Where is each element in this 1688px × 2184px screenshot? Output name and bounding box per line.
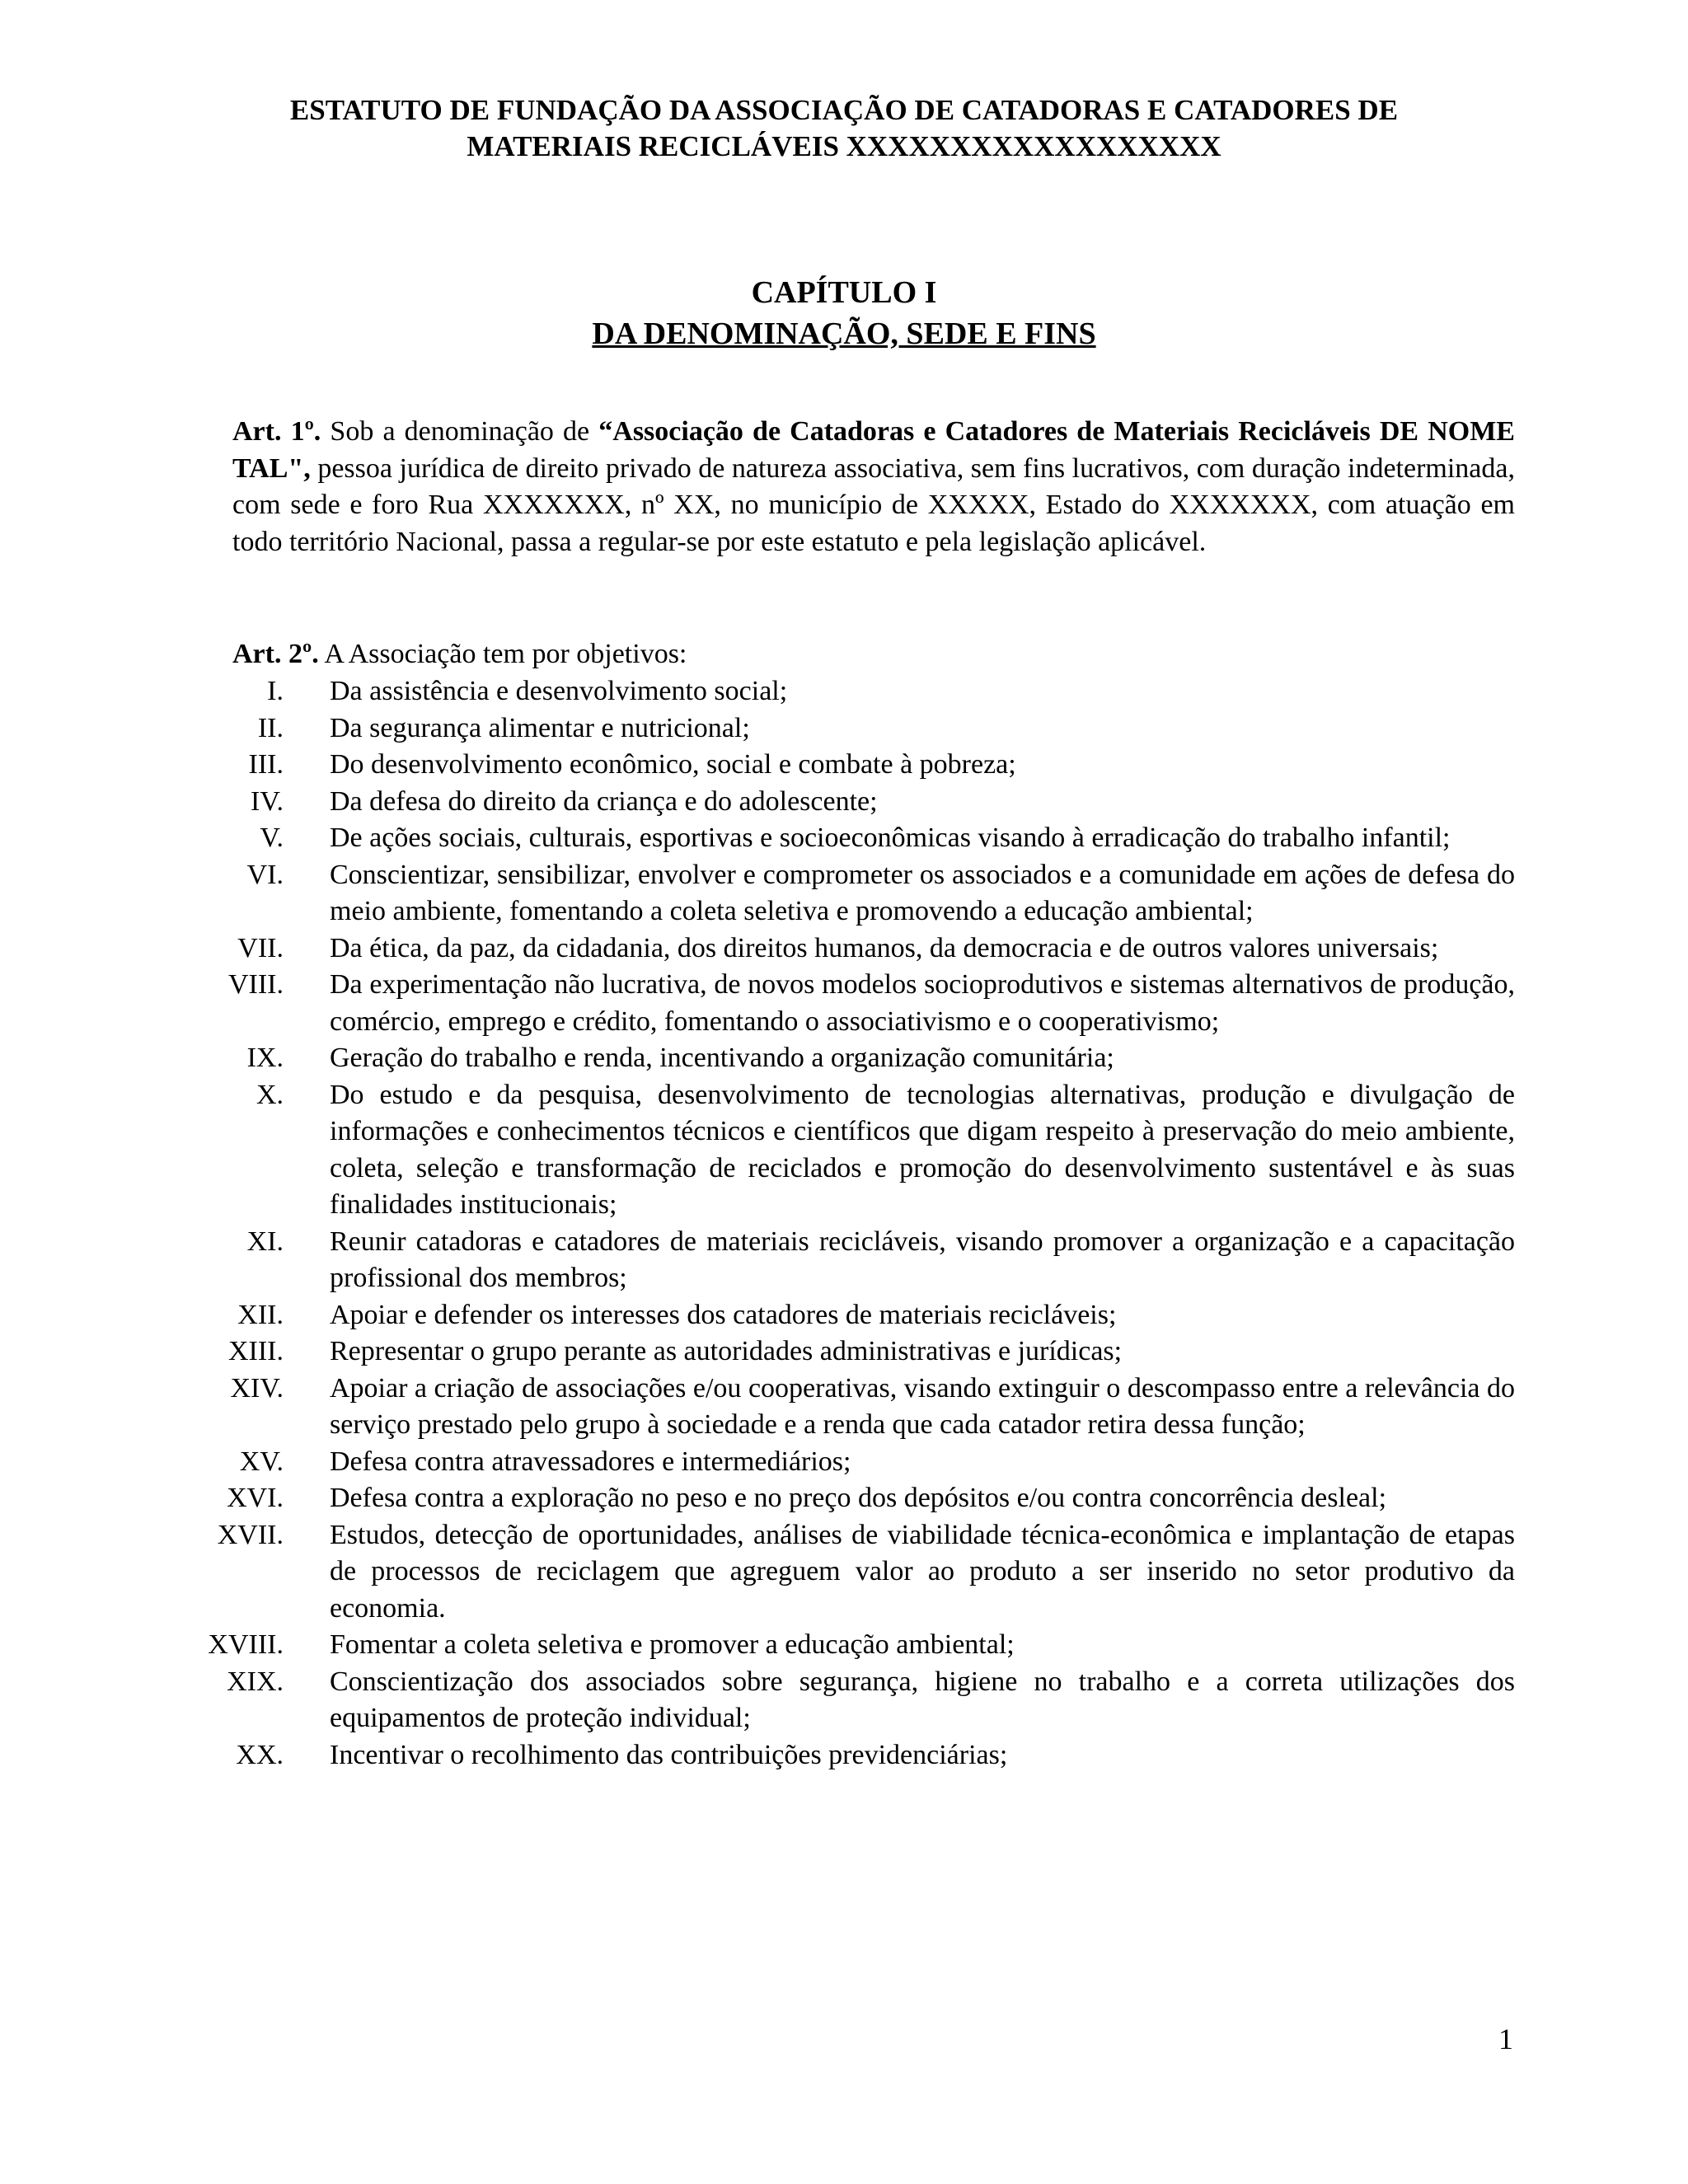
list-item-number: XVIII. (208, 1629, 284, 1660)
list-item-text: Da experimentação não lucrativa, de novos modelos socioprodutivos e sistemas alternativos de produção, comércio, emprego e crédito, fomentando o associativismo e o cooperativismo; (330, 969, 1515, 1037)
list-item (0, 1297, 1688, 1334)
list-item-text: Fomentar a coleta seletiva e promover a educação ambiental; (330, 1629, 1015, 1660)
list-item-number: IX. (246, 1043, 284, 1073)
document-title (0, 92, 1688, 165)
article-2-objectives-list (0, 673, 1688, 1774)
chapter-title: DA DENOMINAÇÃO, SEDE E FINS (592, 316, 1096, 351)
article-2-label: Art. 2º. (232, 639, 319, 669)
list-item-number: II. (257, 712, 284, 743)
list-item-number: XIX. (227, 1666, 284, 1697)
list-item-text: Da assistência e desenvolvimento social; (330, 676, 788, 706)
list-item (0, 1627, 1688, 1664)
page-number: 1 (1498, 2022, 1513, 2055)
list-item-text: Da defesa do direito da criança e do adolescente; (330, 785, 878, 817)
list-item (0, 1664, 1688, 1737)
list-item (0, 710, 1688, 748)
list-item-number: I. (267, 676, 284, 706)
list-item-text: Da ética, da paz, da cidadania, dos direitos humanos, da democracia e de outros valores universais; (330, 932, 1439, 963)
list-item-text: Apoiar a criação de associações e/ou cooperativas, visando extinguir o descompasso entre a relevância do serviço prestado pelo grupo à sociedade e a renda que cada catador retira dessa função; (330, 1372, 1515, 1440)
list-item-number: IV. (251, 785, 284, 817)
list-item-number: VI. (246, 859, 284, 890)
list-item-number: XII. (237, 1299, 284, 1330)
list-item-text: Defesa contra a exploração no peso e no preço dos depósitos e/ou contra concorrência desleal; (330, 1483, 1387, 1513)
chapter-label: CAPÍTULO I (751, 275, 937, 310)
list-item (0, 673, 1688, 710)
list-item (0, 1040, 1688, 1077)
list-item (0, 1224, 1688, 1297)
list-item-number: XVI. (227, 1483, 284, 1513)
list-item-text: Defesa contra atravessadores e intermediários; (330, 1446, 851, 1477)
list-item (0, 784, 1688, 821)
article-1-text-after: pessoa jurídica de direito privado de natureza associativa, sem fins lucrativos, com duração indeterminada, com sede e foro Rua XXXXXXX, nº XX, no município de XXXXX, Estado do XXXXXXX, com atuação em todo território Nacional, passa a regular-se por este estatuto e pela legislação aplicável. (232, 452, 1515, 557)
article-1-text-before: Sob a denominação de (321, 416, 599, 447)
article-2-intro: A Associação tem por objetivos: (318, 639, 687, 669)
list-item-number: VIII. (227, 969, 284, 1000)
list-item (0, 747, 1688, 784)
list-item (0, 857, 1688, 930)
list-item (0, 930, 1688, 968)
list-item (0, 1444, 1688, 1481)
list-item-text: Conscientização dos associados sobre segurança, higiene no trabalho e a correta utilizações dos equipamentos de proteção individual; (330, 1666, 1515, 1733)
list-item-number: XVII. (217, 1519, 284, 1550)
list-item (0, 1480, 1688, 1517)
list-item-text: Conscientizar, sensibilizar, envolver e comprometer os associados e a comunidade em ações de defesa do meio ambiente, fomentando a coleta seletiva e promovendo a educação ambiental; (330, 859, 1515, 926)
list-item-number: XX. (236, 1739, 284, 1770)
list-item-text: De ações sociais, culturais, esportivas e socioeconômicas visando à erradicação do trabalho infantil; (330, 823, 1451, 853)
list-item-number: XV. (239, 1446, 284, 1477)
list-item-text: Representar o grupo perante as autoridades administrativas e jurídicas; (330, 1336, 1123, 1366)
list-item-text: Do estudo e da pesquisa, desenvolvimento de tecnologias alternativas, produção e divulgação de informações e conhecimentos técnicos e científicos que digam respeito à preservação do meio ambiente, coleta, seleção e transformação de reciclados e promoção do desenvolvimento sustentável e às suas finalidades institucionais; (330, 1079, 1515, 1220)
list-item-number: XIV. (230, 1372, 284, 1404)
list-item (0, 1333, 1688, 1371)
list-item-text: Do desenvolvimento econômico, social e combate à pobreza; (330, 749, 1016, 780)
list-item-number: VII. (237, 932, 284, 963)
association-name: “Associação de Catadoras e Catadores de Materiais Recicláveis DE NOME TAL", (232, 416, 1515, 484)
list-item-number: V. (260, 823, 284, 853)
document-title-line-2: MATERIAIS RECICLÁVEIS XXXXXXXXXXXXXXXXXX (467, 130, 1221, 162)
list-item (0, 967, 1688, 1040)
list-item-text: Geração do trabalho e renda, incentivando a organização comunitária; (330, 1043, 1114, 1073)
list-item (0, 820, 1688, 857)
document-title-line-1: ESTATUTO DE FUNDAÇÃO DA ASSOCIAÇÃO DE CATADORAS E CATADORES DE (289, 94, 1399, 126)
list-item-number: XIII. (227, 1336, 284, 1366)
list-item (0, 1517, 1688, 1628)
list-item-number: III. (248, 749, 284, 780)
article-1 (232, 414, 1515, 560)
article-1-label: Art. 1º. (232, 416, 321, 447)
list-item (0, 1371, 1688, 1444)
article-2-heading (232, 636, 1515, 673)
list-item-number: XI. (246, 1226, 284, 1257)
list-item (0, 1737, 1688, 1774)
list-item-text: Da segurança alimentar e nutricional; (330, 712, 750, 743)
list-item-text: Reunir catadoras e catadores de materiais recicláveis, visando promover a organização e a capacitação profissional dos membros; (330, 1226, 1515, 1293)
list-item-text: Apoiar e defender os interesses dos catadores de materiais recicláveis; (330, 1299, 1117, 1330)
list-item-text: Estudos, detecção de oportunidades, análises de viabilidade técnica-econômica e implantação de etapas de processos de reciclagem que agreguem valor ao produto a ser inserido no setor produtivo da economia. (330, 1519, 1515, 1624)
list-item-text: Incentivar o recolhimento das contribuições previdenciárias; (330, 1739, 1008, 1770)
list-item (0, 1077, 1688, 1224)
chapter-heading (0, 272, 1688, 354)
list-item-number: X. (256, 1079, 284, 1110)
